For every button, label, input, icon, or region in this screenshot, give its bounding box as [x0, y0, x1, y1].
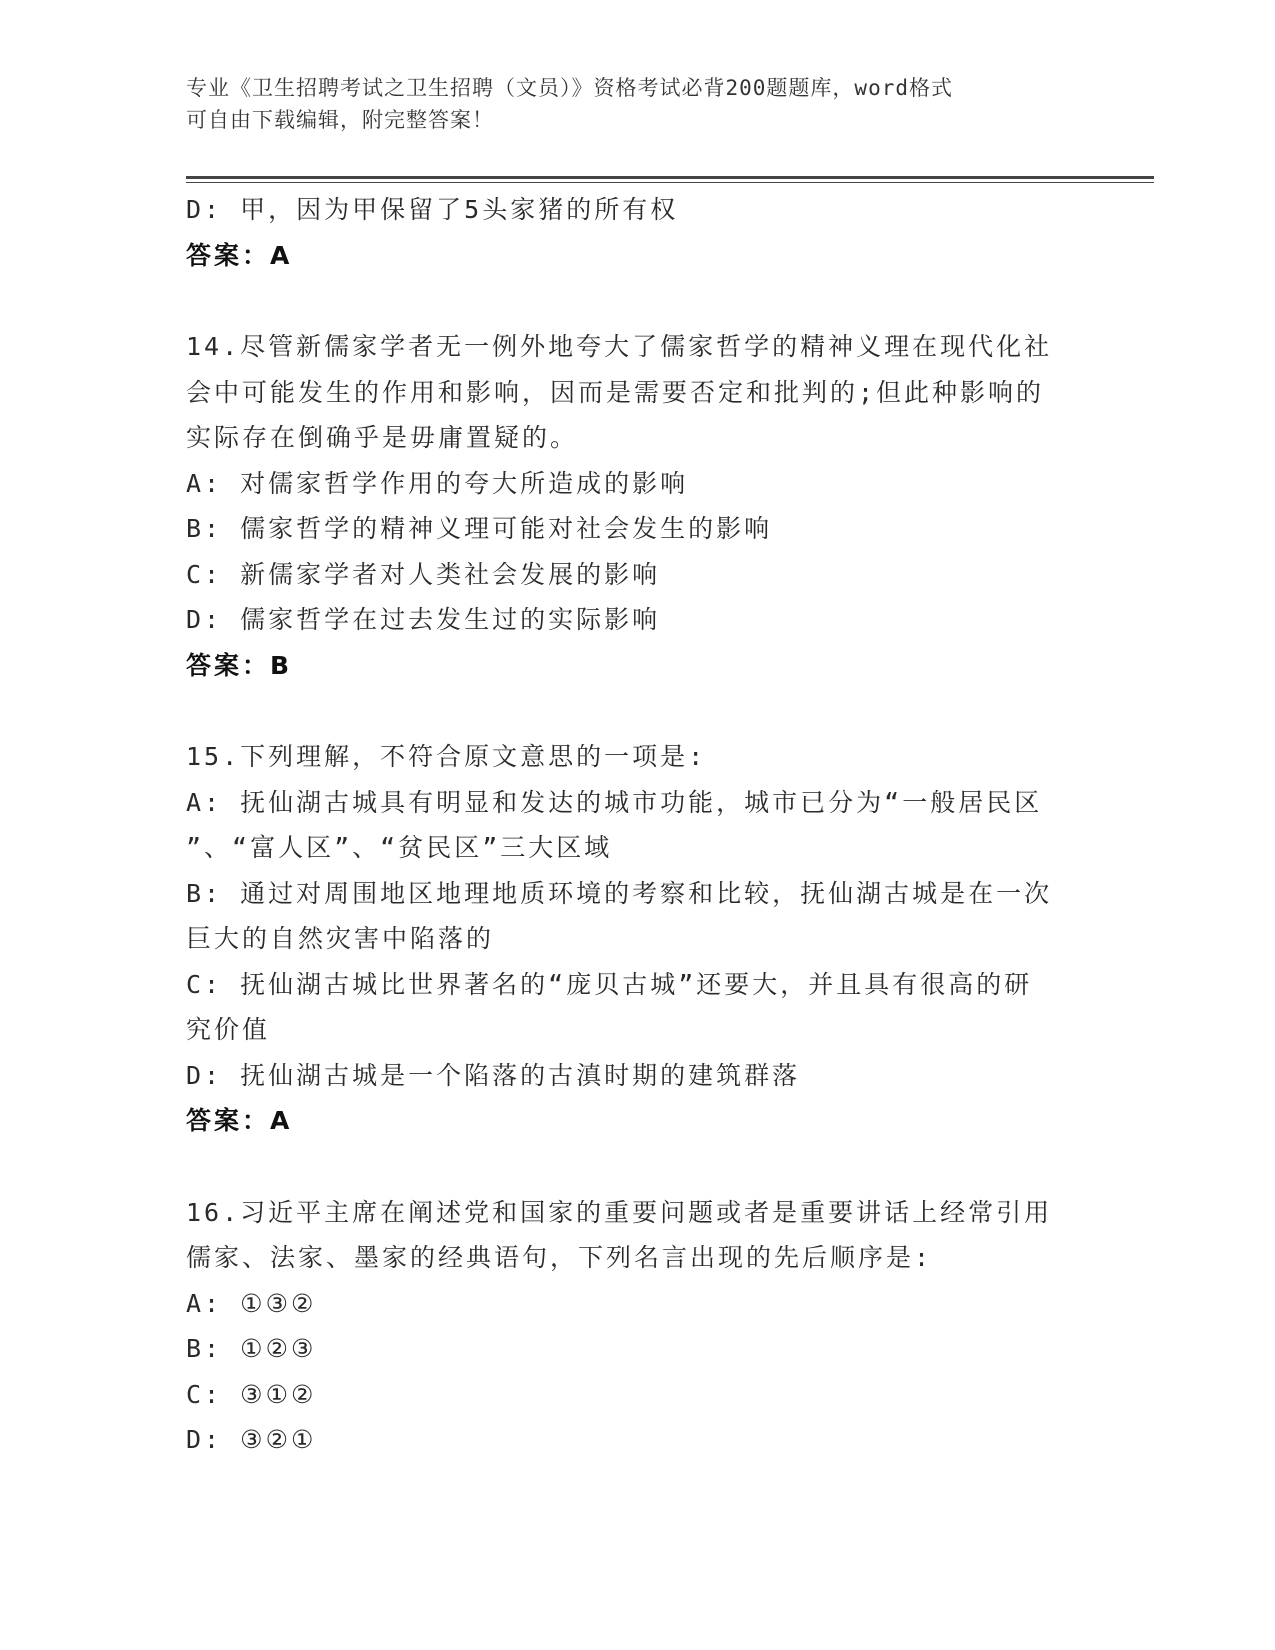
option-b: B: ①②③ [186, 1334, 317, 1363]
option-a: A: ①③② [186, 1288, 317, 1318]
option-d: D: 抚仙湖古城是一个陷落的古滇时期的建筑群落 [186, 1060, 801, 1090]
option-d: D: 儒家哲学在过去发生过的实际影响 [186, 605, 661, 634]
option-a-continued: ”、“富人区”、“贫民区”三大区域 [186, 833, 613, 862]
header-title-line-1: 专业《卫生招聘考试之卫生招聘（文员）》资格考试必背200题题库，word格式 [186, 76, 953, 100]
spacer [186, 1144, 1086, 1190]
option-d: D: ③②① [186, 1425, 317, 1454]
spacer [186, 688, 1086, 734]
header-rule-thin [186, 182, 1154, 183]
answer-line: 答案：B [186, 650, 293, 680]
option-d: D: 甲，因为甲保留了5头家猪的所有权 [186, 195, 679, 224]
header-rule-thick [186, 176, 1154, 179]
previous-question-tail [186, 187, 1086, 278]
option-c: C: ③①② [186, 1379, 317, 1409]
option-a: A: 抚仙湖古城具有明显和发达的城市功能，城市已分为“一般居民区 [186, 787, 1043, 817]
document-header [186, 72, 1066, 136]
question-stem-line: 实际存在倒确乎是毋庸置疑的。 [186, 423, 579, 452]
answer-line: 答案：A [186, 1106, 293, 1135]
question-content [186, 187, 1086, 1463]
question-stem-line: 15.下列理解，不符合原文意思的一项是: [186, 742, 707, 771]
option-b: B: 儒家哲学的精神义理可能对社会发生的影响 [186, 514, 773, 543]
option-c: C: 抚仙湖古城比世界著名的“庞贝古城”还要大，并且具有很高的研 [186, 969, 1033, 999]
option-a: A: 对儒家哲学作用的夸大所造成的影响 [186, 468, 689, 498]
answer-line: 答案：A [186, 240, 293, 270]
option-c-continued: 究价值 [186, 1015, 271, 1044]
question-stem-line: 会中可能发生的作用和影响，因而是需要否定和批判的;但此种影响的 [186, 377, 1045, 407]
question-16 [186, 1190, 1086, 1463]
question-stem-line: 16.习近平主席在阐述党和国家的重要问题或者是重要讲话上经常引用 [186, 1197, 1053, 1227]
question-stem-line: 儒家、法家、墨家的经典语句，下列名言出现的先后顺序是: [186, 1243, 933, 1272]
header-title-line-2: 可自由下载编辑，附完整答案！ [186, 108, 494, 132]
question-15 [186, 734, 1086, 1144]
question-stem-line: 14.尽管新儒家学者无一例外地夸大了儒家哲学的精神义理在现代化社 [186, 332, 1053, 361]
option-b-continued: 巨大的自然灾害中陷落的 [186, 924, 495, 953]
question-14 [186, 324, 1086, 688]
option-b: B: 通过对周围地区地理地质环境的考察和比较，抚仙湖古城是在一次 [186, 878, 1053, 908]
spacer [186, 278, 1086, 324]
option-c: C: 新儒家学者对人类社会发展的影响 [186, 559, 661, 589]
